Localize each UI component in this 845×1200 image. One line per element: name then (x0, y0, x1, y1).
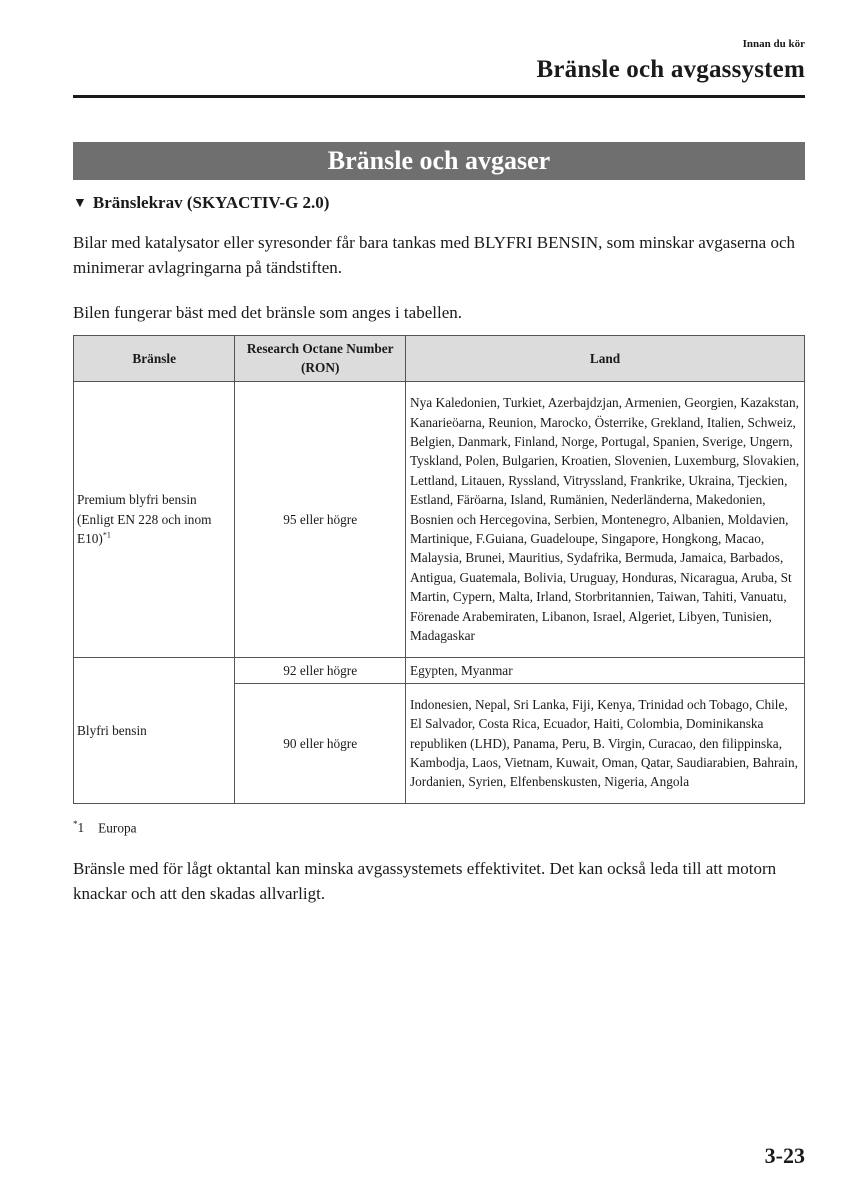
subheading-text: Bränslekrav (SKYACTIV-G 2.0) (92, 193, 330, 212)
running-header-section: Innan du kör (742, 38, 805, 50)
ron-cell: 95 eller högre (235, 381, 406, 657)
table-row (74, 381, 805, 657)
land-cell: Egypten, Myanmar (405, 657, 804, 683)
closing-paragraph: Bränsle med för lågt oktantal kan minska avgassystemets effektivitet. Det kan också leda till att motorn knackar och att den skadas allvarligt. (73, 859, 777, 903)
header-ron-line1: Research Octane Number (246, 341, 394, 356)
header-fuel: Bränsle (74, 336, 235, 382)
footnote-number: 1 (77, 820, 85, 836)
ron-cell: 90 eller högre (235, 683, 406, 803)
header-ron (235, 336, 406, 382)
header-land: Land (405, 336, 804, 382)
table-row (74, 657, 805, 683)
footnote-text: Europa (98, 820, 137, 836)
header-divider (73, 95, 805, 98)
ron-cell: 92 eller högre (235, 657, 406, 683)
triangle-marker-icon: ▼ (73, 196, 87, 211)
section-title-band (73, 142, 805, 180)
intro-paragraph: Bilar med katalysator eller syresonder får bara tankas med BLYFRI BENSIN, som minskar avgaserna och minimerar avlagringarna på tändstiften. (73, 233, 796, 277)
lead-paragraph: Bilen fungerar bäst med det bränsle som anges i tabellen. (73, 303, 462, 322)
subheading (73, 193, 329, 213)
footnote-mark: * (73, 819, 78, 829)
fuel-cell: Blyfri bensin (74, 657, 235, 803)
land-cell: Indonesien, Nepal, Sri Lanka, Fiji, Kenya, Trinidad och Tobago, Chile, El Salvador, Costa Rica, Ecuador, Haiti, Colombia, Dominikanska republiken (LHD), Panama, Peru, B. Virgin, Curacao, den filippinska, Kambodja, Laos, Vietnam, Kuwait, Oman, Qatar, Saudiarabien, Bahrain, Jordanien, Syrien, Elfenbenskusten, Nigeria, Angola (405, 683, 804, 803)
fuel-name: Premium blyfri bensin (Enligt EN 228 och inom E10) (77, 492, 212, 547)
fuel-requirements-table (73, 335, 805, 804)
table-header-row (74, 336, 805, 382)
running-header-title: Bränsle och avgassystem (536, 56, 805, 83)
fuel-cell (74, 381, 235, 657)
land-cell: Nya Kaledonien, Turkiet, Azerbajdzjan, Armenien, Georgien, Kazakstan, Kanarieöarna, Reunion, Marocko, Österrike, Grekland, Italien, Schweiz, Belgien, Danmark, Finland, Norge, Portugal, Spanien, Sverige, Ungern, Tyskland, Polen, Bulgarien, Kroatien, Slovenien, Luxemburg, Slovakien, Lettland, Litauen, Ryssland, Vitryssland, Frankrike, Ukraina, Tjeckien, Estland, Färöarna, Island, Rumänien, Nederländerna, Makedonien, Bosnien och Hercegovina, Serbien, Montenegro, Albanien, Moldavien, Martinique, F.Guiana, Guadeloupe, Singapore, Hongkong, Macao, Malaysia, Brunei, Mauritius, Sydafrika, Bermuda, Jamaica, Barbados, Antigua, Guatemala, Bolivia, Uruguay, Honduras, Nicaragua, Aruba, St Martin, Cypern, Malta, Irland, Storbritannien, Taiwan, Tahiti, Vanuatu, Förenade Arabemiraten, Libanon, Israel, Algeriet, Libyen, Tunisien, Madagaskar (405, 381, 804, 657)
footnote-ref: *1 (102, 530, 111, 540)
footnote (73, 819, 137, 836)
page-number: 3-23 (764, 1143, 805, 1168)
section-title: Bränsle och avgaser (327, 146, 551, 175)
header-ron-line2: (RON) (301, 360, 340, 376)
